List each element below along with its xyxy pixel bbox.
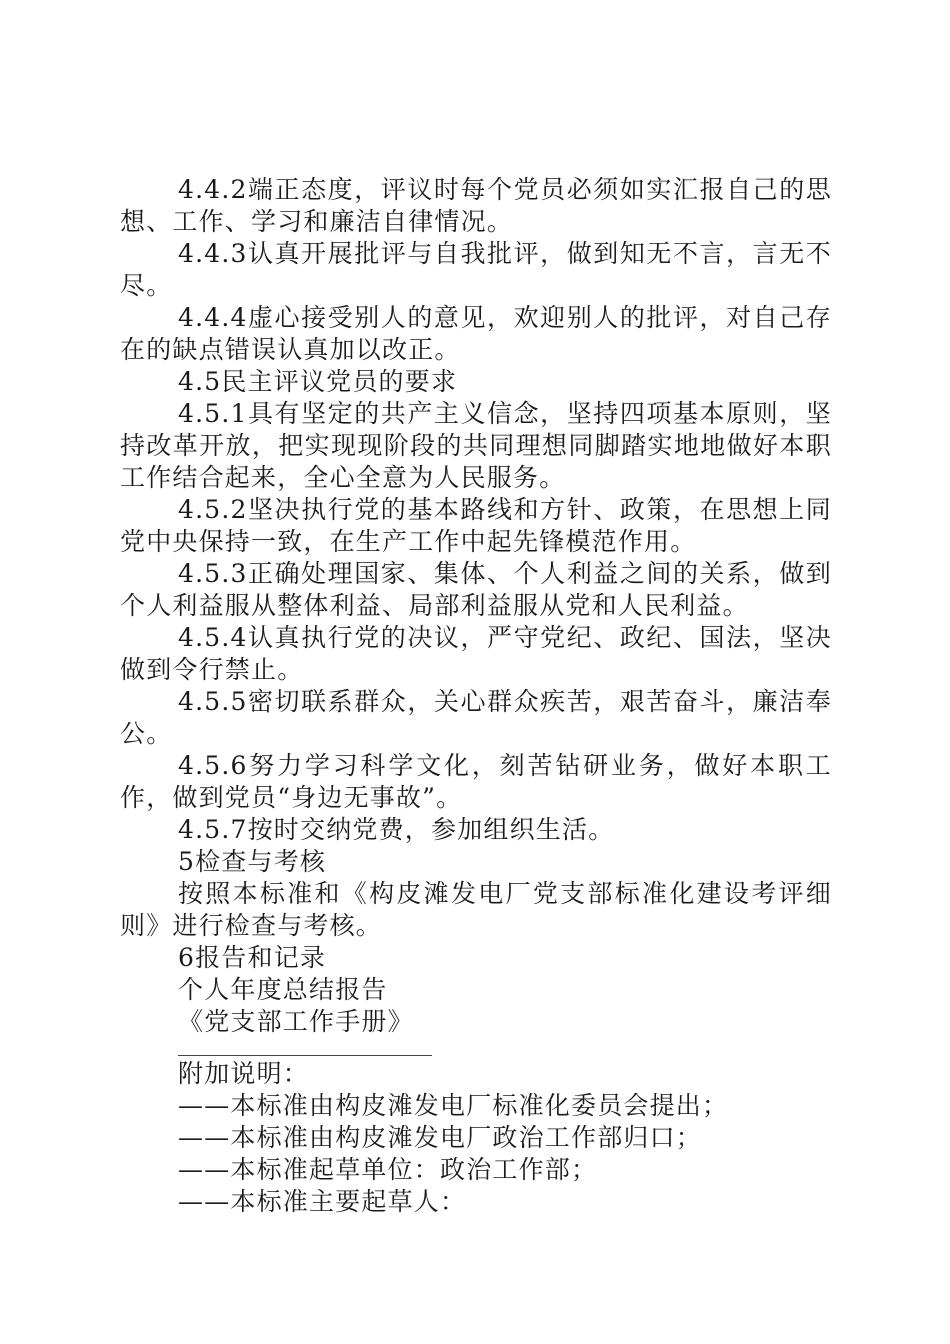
paragraph-4-5-2: 4.5.2坚决执行党的基本路线和方针、政策，在思想上同党中央保持一致，在生产工作中起先锋模范作用。 (120, 495, 832, 556)
heading-5: 5检查与考核 (178, 847, 327, 876)
document-body (120, 174, 832, 1218)
note-drafter: ——本标准主要起草人： (178, 1187, 467, 1216)
paragraph-4-5-6: 4.5.6努力学习科学文化，刻苦钻研业务，做好本职工作，做到党员“身边无事故”。 (120, 751, 832, 812)
separator-line (178, 1055, 432, 1056)
heading-6: 6报告和记录 (178, 943, 327, 972)
footnote-separator (120, 1038, 832, 1058)
paragraph-4-5-3: 4.5.3正确处理国家、集体、个人利益之间的关系，做到个人利益服从整体利益、局部利益服从党和人民利益。 (120, 559, 832, 620)
paragraph-4-5-7: 4.5.7按时交纳党费，参加组织生活。 (178, 815, 615, 844)
note-drafting-unit: ——本标准起草单位：政治工作部； (178, 1155, 598, 1184)
heading-4-5: 4.5民主评议党员的要求 (178, 367, 458, 396)
record-item-handbook: 《党支部工作手册》 (178, 1007, 414, 1036)
paragraph-4-4-2: 4.4.2端正态度，评议时每个党员必须如实汇报自己的思想、工作、学习和廉洁自律情况。 (120, 175, 832, 236)
note-proposed-by: ——本标准由构皮滩发电厂标准化委员会提出； (178, 1091, 729, 1120)
note-managed-by: ——本标准由构皮滩发电厂政治工作部归口； (178, 1123, 703, 1152)
record-item-annual-report: 个人年度总结报告 (178, 975, 388, 1004)
paragraph-4-5-1: 4.5.1具有坚定的共产主义信念，坚持四项基本原则，坚持改革开放，把实现现阶段的共同理想同脚踏实地地做好本职工作结合起来，全心全意为人民服务。 (120, 399, 832, 492)
paragraph-4-5-4: 4.5.4认真执行党的决议，严守党纪、政纪、国法，坚决做到令行禁止。 (120, 623, 832, 684)
paragraph-5-body: 按照本标准和《构皮滩发电厂党支部标准化建设考评细则》进行检查与考核。 (120, 879, 832, 940)
paragraph-4-4-4: 4.4.4虚心接受别人的意见，欢迎别人的批评，对自己存在的缺点错误认真加以改正。 (120, 303, 832, 364)
paragraph-4-4-3: 4.4.3认真开展批评与自我批评，做到知无不言，言无不尽。 (120, 239, 832, 300)
paragraph-4-5-5: 4.5.5密切联系群众，关心群众疾苦，艰苦奋斗，廉洁奉公。 (120, 687, 832, 748)
note-title: 附加说明： (178, 1059, 310, 1088)
